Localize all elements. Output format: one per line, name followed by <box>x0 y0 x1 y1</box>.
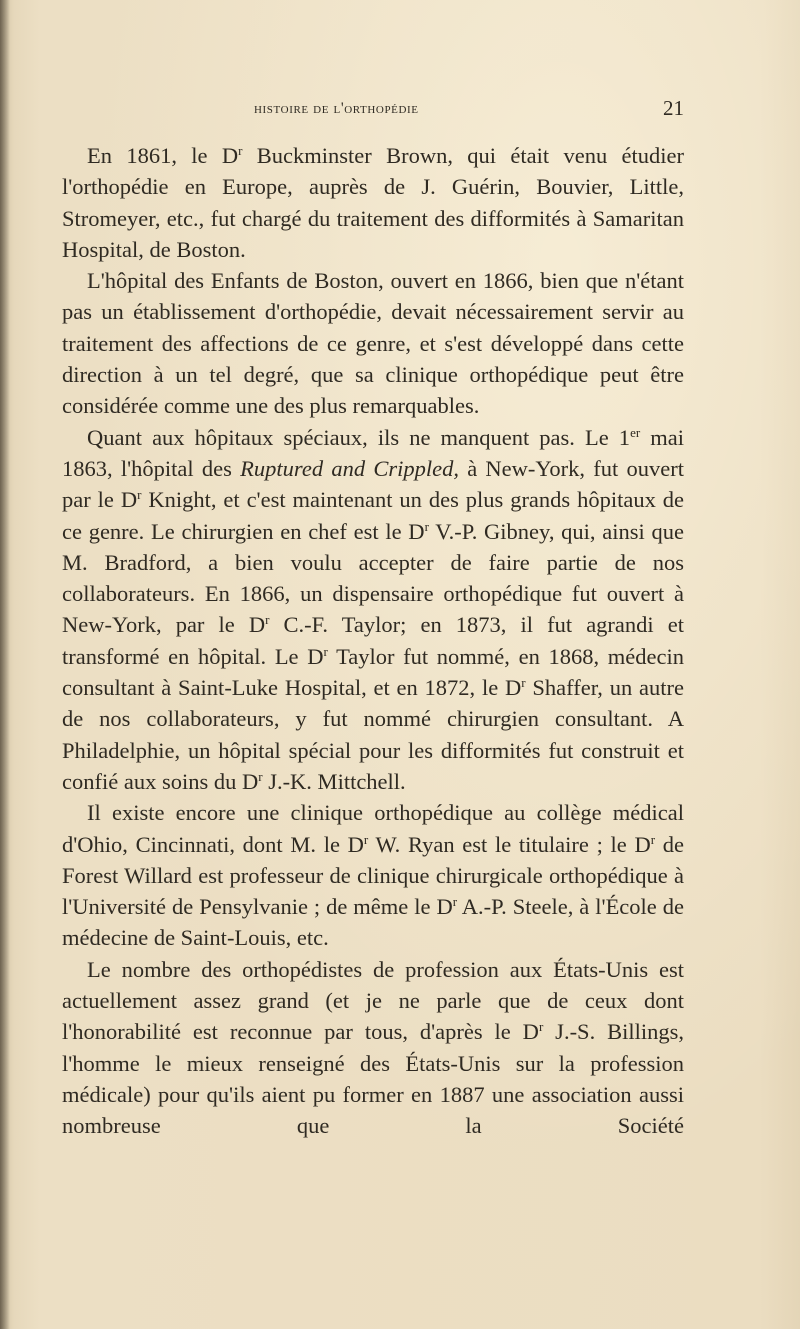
superscript: r <box>258 768 263 784</box>
text-run: de Forest Willard est professeur de clinique chirurgicale orthopédique à l'Université de Pensylvanie ; de même le D <box>62 831 684 920</box>
text-run: W. Ryan est le titulaire ; le D <box>368 831 651 857</box>
superscript: r <box>265 612 270 628</box>
text-run: Quant aux hôpitaux spéciaux, ils ne manquent pas. Le 1 <box>87 424 631 450</box>
superscript: r <box>452 894 458 910</box>
text-run: à New-York, fut ouvert par le D <box>62 455 684 513</box>
superscript: er <box>630 424 641 440</box>
superscript: r <box>363 831 369 847</box>
paragraph-5 <box>62 954 684 1142</box>
body-text <box>62 140 684 1142</box>
page-gutter-shadow <box>0 0 10 1329</box>
text-run: V.-P. Gibney, qui, ainsi que M. Bradford, a bien voulu accepter de faire partie de nos collaborateurs. En 1866, un dispensaire orthopédique fut ouvert à New-York, par le D <box>62 518 684 638</box>
text-run: J.-S. Billings, l'homme le mieux renseigné des États-Unis sur la profession médicale) pour qu'ils aient pu former en 1887 une association aussi nombreuse que la Société <box>62 1019 684 1139</box>
text-run: mai 1863, l'hôpital des <box>62 424 684 481</box>
text-run: En 1861, le D <box>87 143 239 168</box>
paragraph-2 <box>62 265 684 421</box>
superscript: r <box>424 518 429 534</box>
superscript: r <box>521 675 526 691</box>
text-run: A.-P. Steele, à l'École de médecine de Saint-Louis, etc. <box>62 894 684 951</box>
paragraph-1 <box>62 140 684 265</box>
text-run: Knight, et c'est maintenant un des plus grands hôpitaux de ce genre. Le chirurgien en chef est le D <box>62 487 685 544</box>
paragraph-3 <box>62 422 684 798</box>
text-run: C.-F. Taylor; en 1873, il fut agrandi et transformé en hôpital. Le D <box>62 612 684 669</box>
superscript: r <box>538 1019 544 1035</box>
text-run: J.-K. Mittchell. <box>262 768 406 794</box>
text-run: Taylor fut nommé, en 1868, médecin consultant à Saint-Luke Hospital, et en 1872, le D <box>62 643 684 701</box>
text-run: L'hôpital des Enfants de Boston, ouvert en 1866, bien que n'étant pas un établissement d'orthopédie, devait nécessairement servir au traitement des affections de ce genre, et s'est développé dans cette direction à un tel degré, que sa clinique orthopédique peut être considérée comme une des plus remarquables. <box>62 268 684 419</box>
superscript: r <box>650 831 656 847</box>
page-number: 21 <box>663 96 684 120</box>
text-run: Buckminster Brown, qui était venu étudier l'orthopédie en Europe, auprès de J. Guérin, Bouvier, Little, Stromeyer, etc., fut chargé du traitement des difformités à Samaritan Hospital, de Boston. <box>62 143 684 262</box>
text-run: Shaffer, un autre de nos collaborateurs, y fut nommé chirurgien consultant. A Philadelphie, un hôpital spécial pour les difformités fut construit et confié aux soins du D <box>62 675 684 794</box>
italic-title: Ruptured and Crippled, <box>240 455 459 481</box>
paragraph-4 <box>62 797 684 953</box>
superscript: r <box>323 643 328 659</box>
superscript: r <box>238 143 243 158</box>
running-head: histoire de l'orthopédie <box>254 100 419 117</box>
text-run: Le nombre des orthopédistes de profession aux États-Unis est actuellement assez grand (et je ne parle que de ceux dont l'honorabilité est reconnue par tous, d'après le D <box>62 956 684 1045</box>
superscript: r <box>137 487 142 503</box>
page-header <box>62 96 684 126</box>
text-run: Il existe encore une clinique orthopédique au collège médical d'Ohio, Cincinnati, dont M. le D <box>62 800 684 857</box>
